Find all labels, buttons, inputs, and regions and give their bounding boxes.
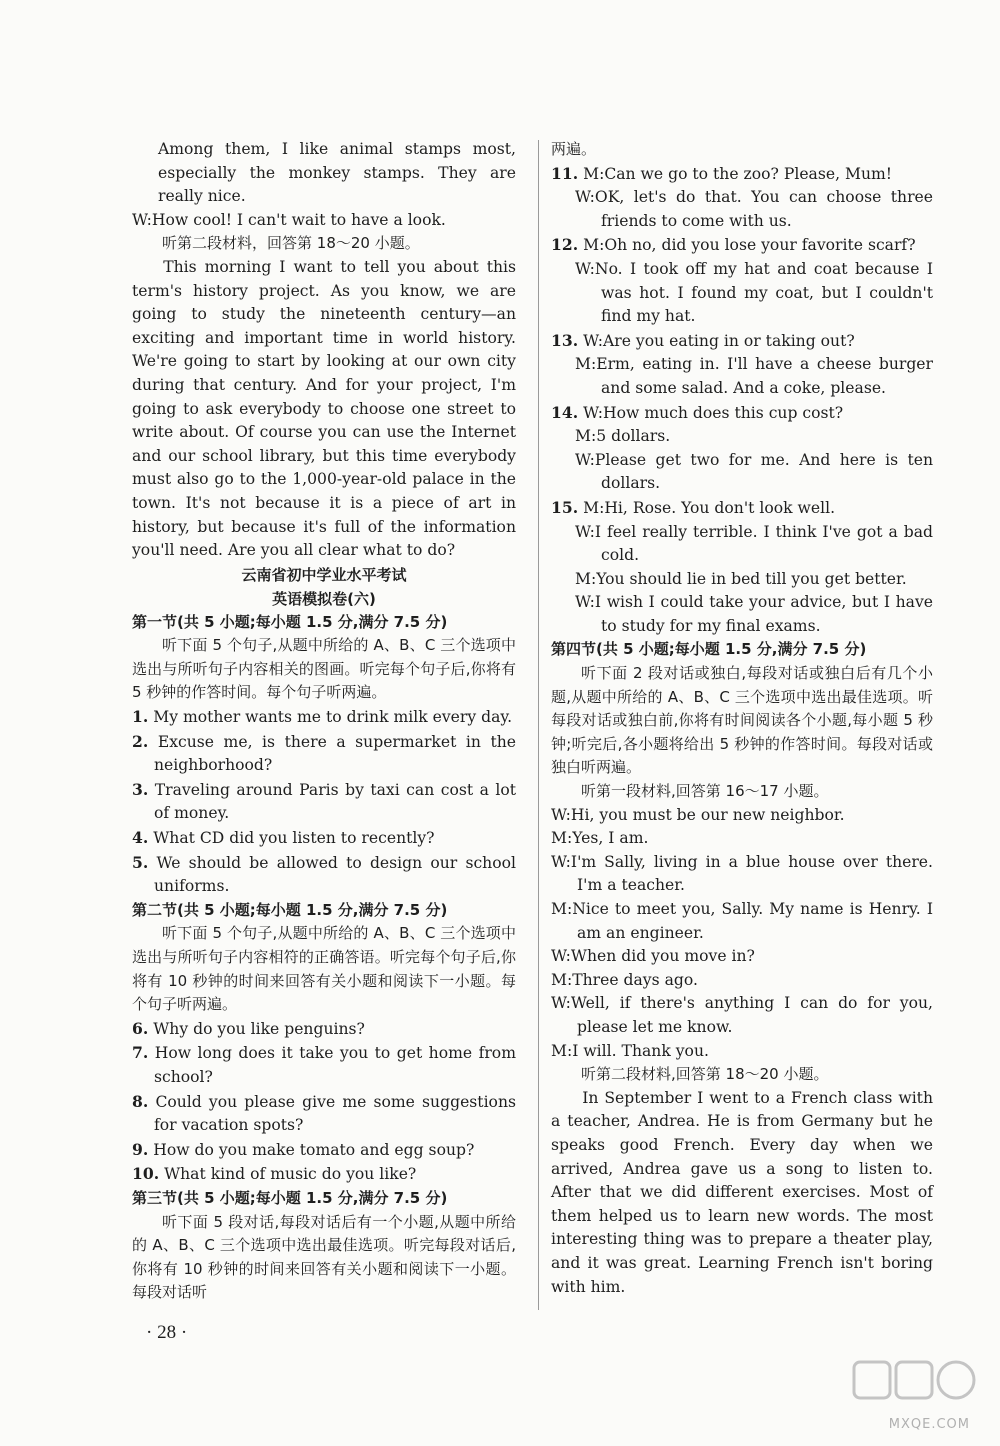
question-item: 4. What CD did you listen to recently? xyxy=(132,828,435,848)
question-item: 6. Why do you like penguins? xyxy=(132,1018,365,1038)
dialog-line: W:Well, if there's anything I can do for you, please let me know. xyxy=(551,994,933,1036)
instructions-continuation: 两遍。 xyxy=(551,140,597,158)
dialog-question: 15. M:Hi, Rose. You don't look well. xyxy=(551,497,836,517)
section-heading: 第三节(共 5 小题;每小题 1.5 分,满分 7.5 分) xyxy=(132,1188,448,1207)
section-instructions: 听下面 2 段对话或独白,每段对话或独白后有几个小题,从题中所给的 A、B、C 三个选项中选出最佳选项。听每段对话或独白前,你将有时间阅读各个小题,每小题 5 秒钟;听完后,各小题将给出 5 秒钟的作答时间。每段对话或独白听两遍。 xyxy=(551,664,933,777)
question-item: 9. How do you make tomato and egg soup? xyxy=(132,1139,475,1159)
material-heading: 听第二段材料，回答第 18～20 小题。 xyxy=(162,234,420,253)
page-number: · 28 · xyxy=(146,1322,188,1343)
dialog-question: 11. M:Can we go to the zoo? Please, Mum! xyxy=(551,163,893,183)
dialog-line: M:5 dollars. xyxy=(575,427,671,446)
dialog-line: W:When did you move in? xyxy=(551,947,755,966)
listening-passage: In September I went to a French class with a teacher, Andrea. He is from Germany but he speaks good French. Every day when we arrived, Andrea gave us a song to listen to. After that we did different exercises. Most of them helped us to learn new words. The most interesting thing was to prepare a theater play, and it was great. Learning French isn't boring with him. xyxy=(551,1088,933,1296)
dialog-line: W:I feel really terrible. I think I've got a bad cold. xyxy=(575,522,933,565)
section-instructions: 听下面 5 个句子,从题中所给的 A、B、C 三个选项中选出与所听句子内容相关的图画。听完每个句子后,你将有 5 秒钟的作答时间。每个句子听两遍。 xyxy=(132,636,516,702)
dialog-line: W:I wish I could take your advice, but I have to study for my final exams. xyxy=(575,593,933,635)
dialog-line: M:Three days ago. xyxy=(551,970,698,989)
question-item: 5. We should be allowed to design our school uniforms. xyxy=(132,852,516,896)
section-heading: 第一节(共 5 小题;每小题 1.5 分,满分 7.5 分) xyxy=(132,612,448,631)
dialog-line: W:Hi, you must be our new neighbor. xyxy=(551,805,845,824)
left-column xyxy=(132,138,516,1305)
column-divider xyxy=(538,140,539,1310)
right-column xyxy=(551,138,933,1299)
dialog-line: M:Erm, eating in. I'll have a cheese burger and some salad. And a coke, please. xyxy=(575,355,933,397)
question-item: 1. My mother wants me to drink milk every day. xyxy=(132,707,513,727)
question-item: 10. What kind of music do you like? xyxy=(132,1164,417,1184)
dialog-question: 14. W:How much does this cup cost? xyxy=(551,402,844,422)
dialog-line: W:How cool! I can't wait to have a look. xyxy=(132,210,446,229)
question-item: 2. Excuse me, is there a supermarket in the neighborhood? xyxy=(132,731,516,775)
material-heading: 听第二段材料,回答第 18～20 小题。 xyxy=(581,1065,829,1084)
dialog-line: W:Please get two for me. And here is ten dollars. xyxy=(575,450,933,493)
exam-subtitle: 英语模拟卷(六) xyxy=(272,589,376,608)
material-heading: 听第一段材料,回答第 16～17 小题。 xyxy=(581,782,829,801)
watermark-text: MXQE.COM xyxy=(888,1417,970,1432)
question-item: 7. How long does it take you to get home from school? xyxy=(132,1043,516,1086)
section-heading: 第四节(共 5 小题;每小题 1.5 分,满分 7.5 分) xyxy=(551,640,867,659)
question-item: 8. Could you please give me some suggestions for vacation spots? xyxy=(132,1091,516,1135)
dialog-line: M:Yes, I am. xyxy=(551,829,649,848)
dialog-line: W:I'm Sally, living in a blue house over there. I'm a teacher. xyxy=(551,852,933,895)
section-heading: 第二节(共 5 小题;每小题 1.5 分,满分 7.5 分) xyxy=(132,900,448,919)
exam-title: 云南省初中学业水平考试 xyxy=(241,565,407,584)
dialog-line: W:No. I took off my hat and coat because I was hot. I found my coat, but I couldn't find my hat. xyxy=(575,259,933,326)
dialog-line: M:Nice to meet you, Sally. My name is Henry. I am an engineer. xyxy=(551,900,933,942)
section-instructions: 听下面 5 段对话,每段对话后有一个小题,从题中所给的 A、B、C 三个选项中选出最佳选项。听完每段对话后,你将有 10 秒钟的时间来回答有关小题和阅读下一小题。每段对话听 xyxy=(132,1212,516,1302)
section-instructions: 听下面 5 个句子,从题中所给的 A、B、C 三个选项中选出与所听句子内容相符的正确答语。听完每个句子后,你将有 10 秒钟的时间来回答有关小题和阅读下一小题。每个句子听两遍。 xyxy=(132,924,516,1014)
dialog-line: M:I will. Thank you. xyxy=(551,1041,709,1060)
dialog-line: W:OK, let's do that. You can choose three friends to come with us. xyxy=(575,188,933,230)
dialog-question: 12. M:Oh no, did you lose your favorite scarf? xyxy=(551,235,916,255)
dialog-continuation: Among them, I like animal stamps most, especially the monkey stamps. They are really nice. xyxy=(158,140,516,206)
dialog-question: 13. W:Are you eating in or taking out? xyxy=(551,330,855,350)
listening-passage: This morning I want to tell you about this term's history project. As you know, we are going to study the nineteenth century—an exciting and important time in world history. We're going to start by looking at our own city during that century. And for your project, I'm going to ask everybody to choose one street to write about. Of course you can use the Internet and our school library, but this time everybody must also go to the 1,000-year-old palace in the town. It's not because it is a piece of art in history, but because it's full of the information you'll need. Are you all clear what to do? xyxy=(132,257,516,560)
question-item: 3. Traveling around Paris by taxi can cost a lot of money. xyxy=(132,779,516,823)
dialog-line: M:You should lie in bed till you get better. xyxy=(575,569,907,588)
